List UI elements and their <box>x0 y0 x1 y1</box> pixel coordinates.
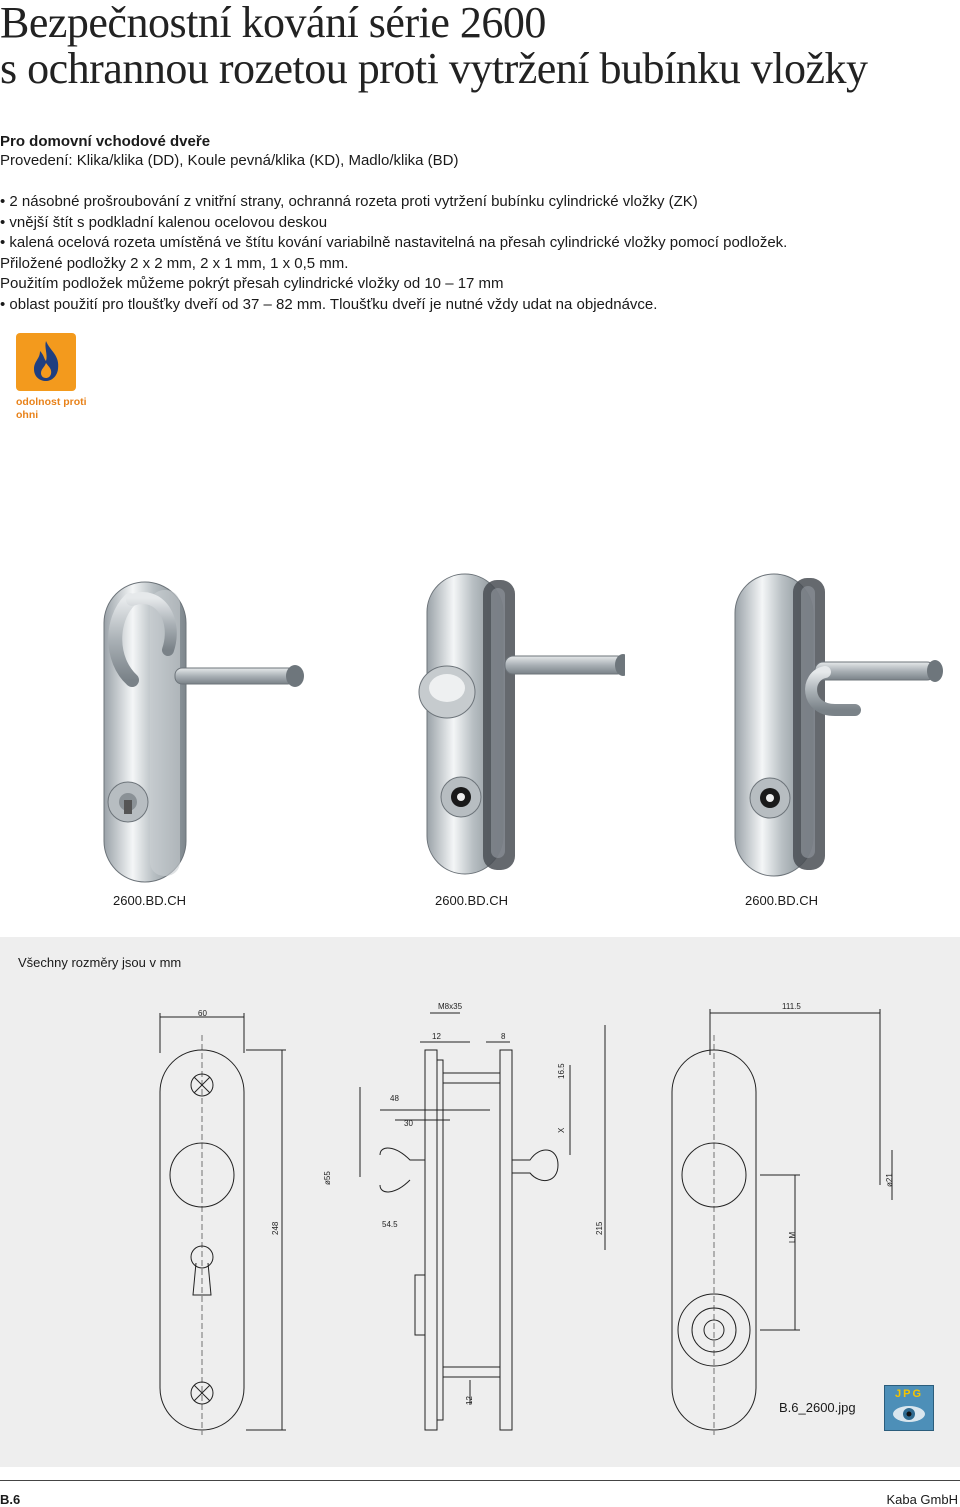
fire-resistance-icon <box>16 333 76 391</box>
dim-215: 215 <box>595 1221 604 1235</box>
product-photo-2 <box>395 560 625 890</box>
feature-list <box>0 192 787 315</box>
dim-d21: ø21 <box>885 1173 894 1187</box>
feature-item: • vnější štít s podkladní kalenou ocelovou deskou <box>0 213 328 231</box>
company-name: Kaba GmbH <box>886 1492 958 1507</box>
page-title <box>0 0 868 92</box>
feature-item: • kalená ocelová rozeta umístěná ve štítu kování variabilně nastavitelná na přesah cylindrické vložky pomocí podložek. <box>0 234 788 251</box>
product-caption: 2600.BD.CH <box>435 893 508 908</box>
feature-item: • oblast použití pro tloušťky dveří od 37 – 82 mm. Tloušťku dveří je nutné vždy udat na objednávce. <box>0 295 658 313</box>
dim-8: 8 <box>501 1032 506 1041</box>
feature-item: Použitím podložek můžeme pokrýt přesah cylindrické vložky od 10 – 17 mm <box>0 275 504 292</box>
fire-resistance-label <box>16 396 87 422</box>
intro-heading: Pro domovní vchodové dveře <box>0 133 211 150</box>
dim-lm: LM <box>788 1231 797 1243</box>
intro-block <box>0 132 459 170</box>
product-photo-3 <box>705 560 935 890</box>
eye-icon <box>885 1386 933 1430</box>
flame-icon <box>16 333 76 391</box>
dim-248: 248 <box>271 1221 280 1235</box>
dim-12: 12 <box>432 1032 441 1041</box>
page-number: B.6 <box>0 1492 21 1507</box>
fire-label-line-2: ohni <box>16 409 39 421</box>
dim-12-bottom: 12 <box>465 1396 474 1405</box>
jpg-download-icon[interactable] <box>884 1385 934 1431</box>
jpg-badge-label: JPG <box>894 1388 923 1400</box>
dim-m8x35: M8x35 <box>438 1002 463 1011</box>
title-line-1: Bezpečnostní kování série 2600 <box>0 0 546 47</box>
title-line-2: s ochrannou rozetou proti vytržení bubínku vložky <box>0 44 868 93</box>
dim-60: 60 <box>198 1009 207 1018</box>
feature-item: Přiložené podložky 2 x 2 mm, 2 x 1 mm, 1 x 0,5 mm. <box>0 254 349 272</box>
product-caption: 2600.BD.CH <box>745 893 818 908</box>
dimensions-note: Všechny rozměry jsou v mm <box>18 955 182 970</box>
feature-item: • 2 násobné prošroubování z vnitřní strany, ochranná rozeta proti vytržení bubínku cylindrické vložky (ZK) <box>0 193 698 210</box>
footer-divider <box>0 1480 960 1481</box>
dim-30: 30 <box>404 1119 413 1128</box>
dim-x: X <box>557 1127 566 1133</box>
dim-48: 48 <box>390 1094 399 1103</box>
fire-label-line-1: odolnost proti <box>16 396 87 408</box>
dim-d55: ø55 <box>323 1171 332 1185</box>
image-file-label: B.6_2600.jpg <box>779 1400 856 1415</box>
dim-16-5: 16.5 <box>557 1063 566 1079</box>
technical-drawing <box>150 995 910 1450</box>
intro-variants: Provedení: Klika/klika (DD), Koule pevná/klika (KD), Madlo/klika (BD) <box>0 152 459 169</box>
product-caption: 2600.BD.CH <box>113 893 186 908</box>
dim-54-5: 54.5 <box>382 1220 398 1229</box>
dim-111-5: 111.5 <box>782 1002 801 1011</box>
product-photo-1 <box>80 560 310 890</box>
